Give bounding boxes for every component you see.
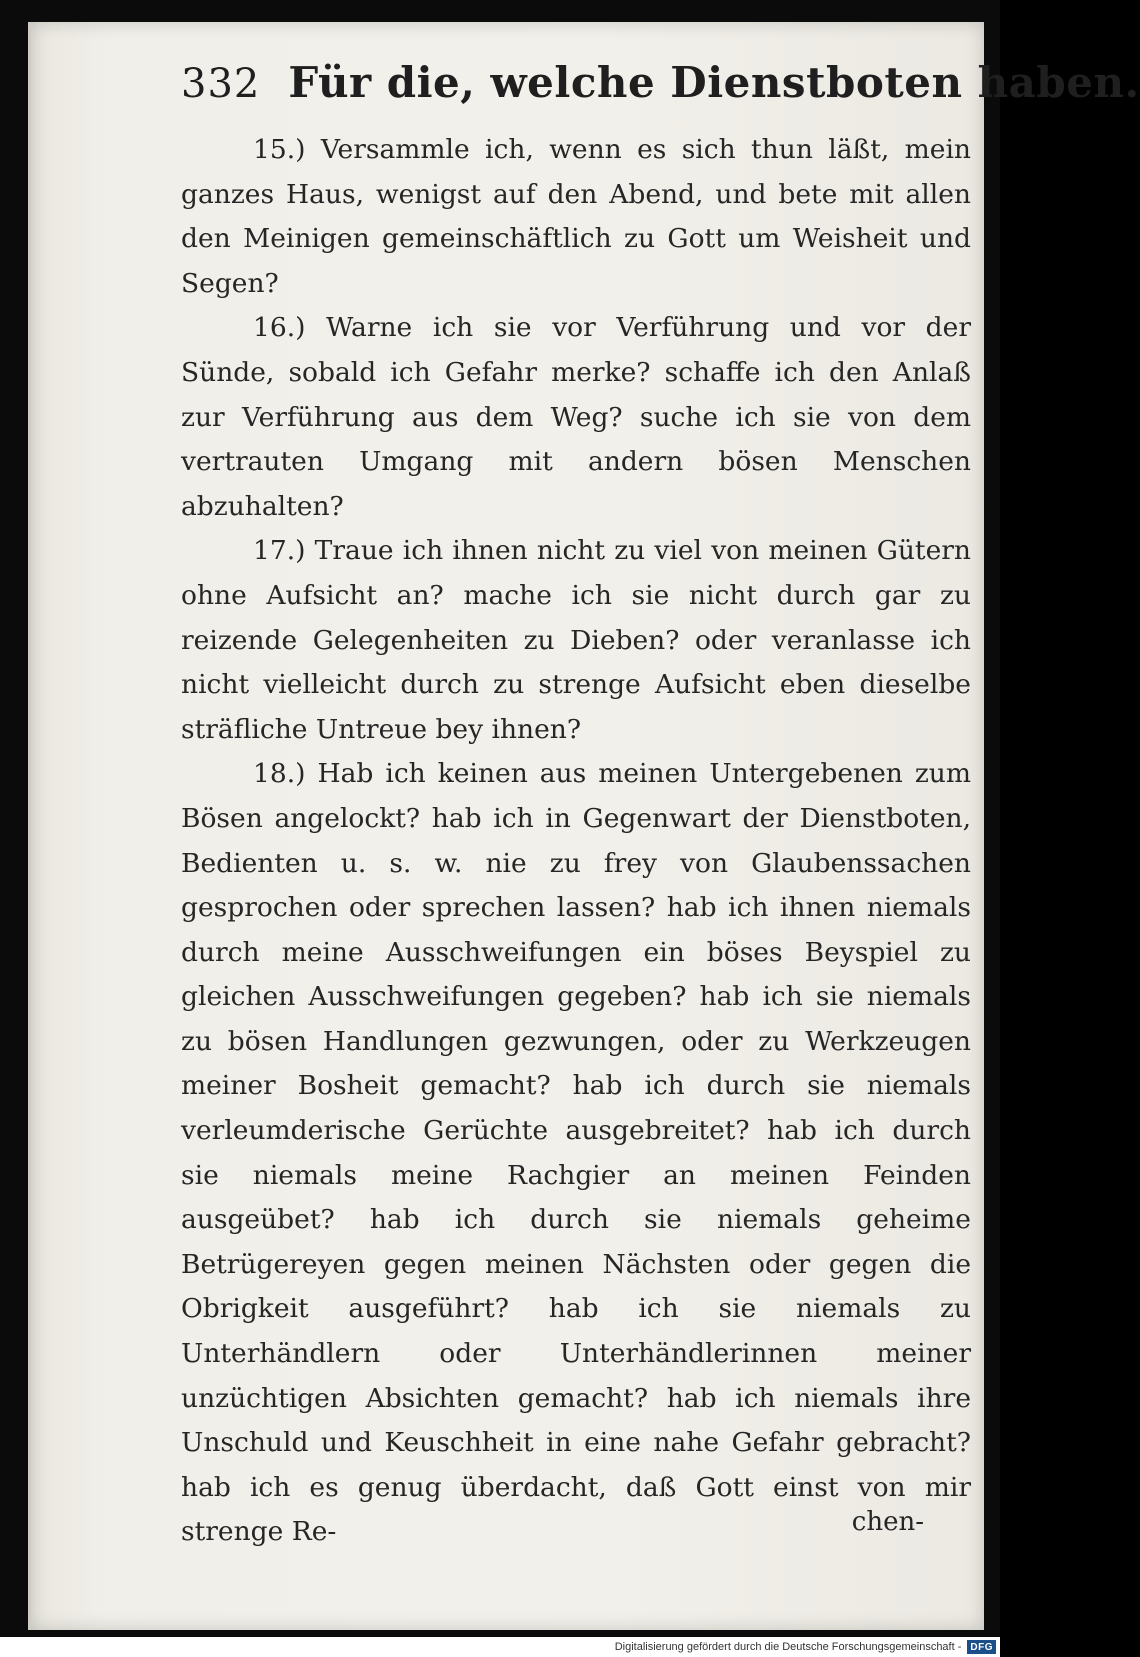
- catchword: chen-: [851, 1507, 924, 1537]
- paragraph-16: 16.) Warne ich sie vor Verführung und vor der Sünde, sobald ich Gefahr merke? schaffe ich den Anlaß zur Verführung aus dem Weg? suche ich sie von dem vertrauten Umgang mit andern bösen Menschen abzuhalten?: [181, 312, 971, 522]
- page-number: 332: [181, 61, 261, 107]
- book-page: [28, 22, 1140, 1630]
- footer-credit: Digitalisierung gefördert durch die Deutsche Forschungsgemeinschaft -: [614, 1641, 962, 1653]
- paragraph-15: 15.) Versammle ich, wenn es sich thun läßt, mein ganzes Haus, wenigst auf den Abend, und bete mit allen den Meinigen gemeinschäftlich zu Gott um Weisheit und Segen?: [181, 134, 971, 299]
- page-header: [181, 58, 1140, 107]
- paragraph-17: 17.) Traue ich ihnen nicht zu viel von meinen Gütern ohne Aufsicht an? mache ich sie nicht durch gar zu reizende Gelegenheiten zu Dieben? oder veranlasse ich nicht vielleicht durch zu strenge Aufsicht eben dieselbe sträfliche Untreue bey ihnen?: [181, 535, 971, 745]
- digitization-footer: [0, 1637, 1000, 1657]
- running-head: Für die, welche Dienstboten haben.: [288, 58, 1140, 107]
- body-text: [181, 128, 971, 1555]
- paragraph-18: 18.) Hab ich keinen aus meinen Untergebenen zum Bösen angelockt? hab ich in Gegenwart der Dienstboten, Bedienten u. s. w. nie zu frey von Glaubenssachen gesprochen oder sprechen lassen? hab ich ihnen niemals durch meine Ausschweifungen ein böses Beyspiel zu gleichen Ausschweifungen gegeben? hab ich sie niemals zu bösen Handlungen gezwungen, oder zu Werkzeugen meiner Bosheit gemacht? hab ich durch sie niemals verleumderische Gerüchte ausgebreitet? hab ich durch sie niemals meine Rachgier an meinen Feinden ausgeübet? hab ich durch sie niemals geheime Betrügereyen gegen meinen Nächsten oder gegen die Obrigkeit ausgeführt? hab ich sie niemals zu Unterhändlern oder Unterhändlerinnen meiner unzüchtigen Absichten gemacht? hab ich niemals ihre Unschuld und Keuschheit in eine nahe Gefahr gebracht? hab ich es genug überdacht, daß Gott einst von mir strenge Re-: [181, 758, 971, 1548]
- dfg-logo-icon: DFG: [967, 1640, 996, 1654]
